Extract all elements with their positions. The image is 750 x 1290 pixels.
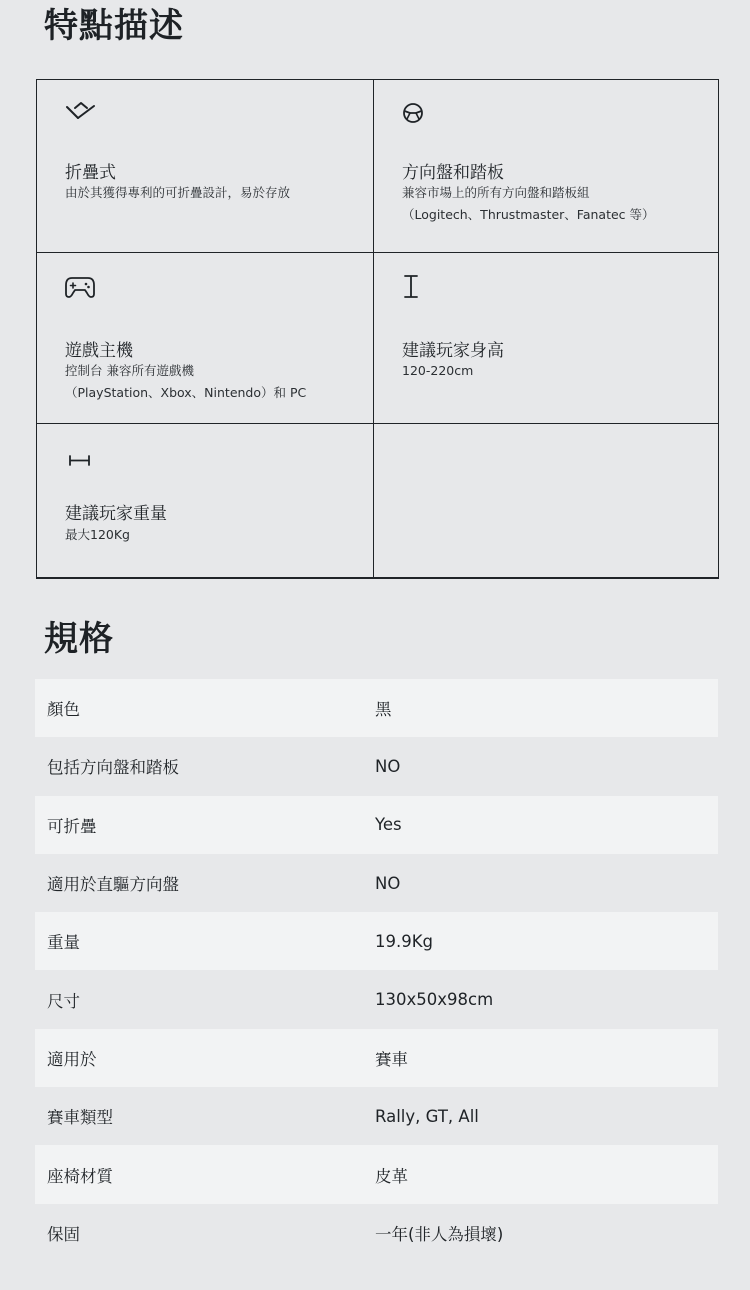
- feature-description-line: 兼容市場上的所有方向盤和踏板組: [402, 185, 590, 200]
- spec-label: 可折疊: [47, 816, 97, 836]
- spec-table: [35, 679, 718, 1262]
- spec-value: Yes: [375, 815, 402, 835]
- height-icon: [402, 273, 434, 301]
- spec-label: 賽車類型: [47, 1108, 113, 1128]
- feature-description: [65, 360, 306, 404]
- feature-description-line: 最大120Kg: [65, 527, 130, 542]
- spec-value: 19.9Kg: [375, 931, 434, 951]
- feature-heading: 折疊式: [65, 163, 116, 183]
- feature-description-line: （Logitech、Thrustmaster、Fanatec 等）: [402, 207, 655, 222]
- spec-value: 130x50x98cm: [375, 990, 494, 1010]
- weight-range-icon: [65, 444, 97, 472]
- feature-description-line: 控制台 兼容所有遊戲機: [65, 363, 194, 378]
- spec-value: NO: [375, 756, 401, 776]
- feature-description: [402, 182, 655, 226]
- spec-value: 賽車: [375, 1049, 408, 1069]
- feature-cell-empty: [374, 424, 718, 578]
- feature-grid: [36, 79, 719, 579]
- spec-label: 適用於: [47, 1049, 97, 1069]
- feature-description-line: 由於其獲得專利的可折疊設計，易於存放: [65, 185, 291, 200]
- spec-row: [35, 679, 718, 737]
- spec-label: 座椅材質: [47, 1166, 113, 1186]
- spec-row: [35, 796, 718, 854]
- feature-heading: 遊戲主機: [65, 341, 133, 361]
- feature-description: [65, 182, 290, 204]
- spec-value: Rally, GT, All: [375, 1106, 479, 1126]
- feature-description: [402, 360, 473, 382]
- features-title: 特點描述: [44, 6, 184, 46]
- feature-cell-weight: [37, 424, 374, 578]
- gamepad-icon: [65, 273, 97, 301]
- spec-row: [35, 912, 718, 970]
- spec-label: 重量: [47, 933, 80, 953]
- feature-description-line: 120-220cm: [402, 363, 474, 378]
- folding-chair-icon: [65, 100, 97, 128]
- spec-row: [35, 970, 718, 1028]
- feature-heading: 方向盤和踏板: [402, 163, 504, 183]
- spec-value: 黑: [375, 700, 392, 720]
- feature-heading: 建議玩家重量: [65, 504, 167, 524]
- spec-value: 皮革: [375, 1166, 408, 1186]
- specs-title: 規格: [44, 619, 114, 659]
- feature-heading: 建議玩家身高: [402, 341, 504, 361]
- feature-cell-wheel-pedals: [374, 80, 718, 253]
- feature-description: [65, 524, 130, 546]
- spec-row: [35, 1029, 718, 1087]
- spec-value: 一年(非人為損壞): [375, 1224, 504, 1244]
- spec-row: [35, 1204, 718, 1262]
- spec-row: [35, 737, 718, 795]
- spec-label: 顏色: [47, 700, 80, 720]
- feature-cell-foldable: [37, 80, 374, 253]
- spec-label: 尺寸: [47, 991, 80, 1011]
- spec-row: [35, 854, 718, 912]
- feature-cell-consoles: [37, 253, 374, 424]
- spec-label: 保固: [47, 1224, 80, 1244]
- spec-row: [35, 1145, 718, 1203]
- steering-wheel-icon: [402, 100, 434, 128]
- spec-label: 適用於直驅方向盤: [47, 875, 179, 895]
- feature-description-line: （PlayStation、Xbox、Nintendo）和 PC: [65, 385, 307, 400]
- spec-label: 包括方向盤和踏板: [47, 758, 179, 778]
- spec-row: [35, 1087, 718, 1145]
- spec-value: NO: [375, 873, 401, 893]
- feature-cell-height: [374, 253, 718, 424]
